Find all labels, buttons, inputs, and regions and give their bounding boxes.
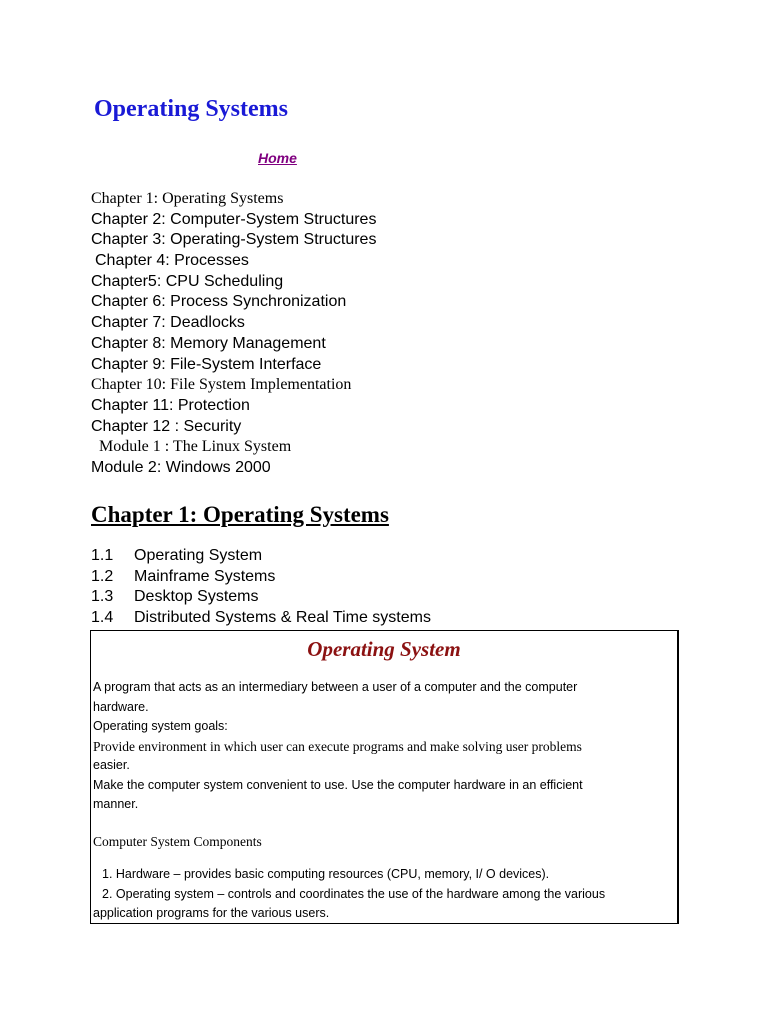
- section-title: Mainframe Systems: [134, 567, 276, 585]
- toc-item-chapter-9[interactable]: Chapter 9: File-System Interface: [91, 355, 322, 373]
- toc-item-module-2[interactable]: Module 2: Windows 2000: [91, 458, 271, 476]
- definition-line: hardware.: [93, 699, 149, 714]
- spacer: [93, 815, 673, 832]
- goal-line: manner.: [93, 797, 139, 811]
- section-item: [91, 608, 431, 629]
- home-link[interactable]: Home: [258, 150, 297, 166]
- page-title: Operating Systems: [94, 96, 288, 122]
- section-list: [91, 546, 431, 629]
- component-line: 2. Operating system – controls and coordinates the use of the hardware among the various: [102, 886, 606, 901]
- toc-item-chapter-1[interactable]: Chapter 1: Operating Systems: [91, 190, 284, 207]
- toc-item-module-1[interactable]: Module 1 : The Linux System: [99, 438, 292, 456]
- content-box: [90, 630, 679, 924]
- box-title: Operating System: [307, 637, 461, 661]
- toc-item-chapter-11[interactable]: Chapter 11: Protection: [91, 396, 250, 414]
- section-item: [91, 587, 431, 608]
- section-number: 1.2: [91, 567, 114, 585]
- toc-item-chapter-3[interactable]: Chapter 3: Operating-System Structures: [91, 231, 377, 249]
- section-title: Operating System: [134, 547, 263, 564]
- toc-item-chapter-6[interactable]: Chapter 6: Process Synchronization: [91, 293, 347, 311]
- toc-item-chapter-7[interactable]: Chapter 7: Deadlocks: [91, 314, 245, 332]
- goals-label: Operating system goals:: [93, 719, 228, 733]
- chapter-heading: Chapter 1: Operating Systems: [91, 502, 389, 527]
- toc-item-chapter-12[interactable]: Chapter 12 : Security: [91, 417, 242, 435]
- section-title: Desktop Systems: [134, 588, 259, 606]
- toc-item-chapter-10[interactable]: Chapter 10: File System Implementation: [91, 376, 352, 394]
- toc-item-chapter-8[interactable]: Chapter 8: Memory Management: [91, 334, 326, 352]
- spacer: [93, 851, 673, 865]
- goal-line: Provide environment in which user can execute programs and make solving user problems: [93, 738, 582, 754]
- section-title: Distributed Systems & Real Time systems: [134, 609, 431, 627]
- box-content: [93, 678, 673, 924]
- component-line: application programs for the various users.: [93, 906, 330, 920]
- section-item: [91, 567, 431, 588]
- definition-line: A program that acts as an intermediary between a user of a computer and the computer: [93, 680, 578, 694]
- section-item: [91, 546, 431, 567]
- section-number: 1.3: [91, 588, 114, 606]
- goal-line: easier.: [93, 758, 130, 772]
- components-label: Computer System Components: [93, 833, 262, 849]
- goal-line: Make the computer system convenient to use. Use the computer hardware in an efficient: [93, 777, 583, 792]
- section-number: 1.4: [91, 609, 114, 627]
- component-line: 1. Hardware – provides basic computing resources (CPU, memory, I/ O devices).: [102, 867, 550, 881]
- table-of-contents: [91, 189, 376, 479]
- toc-item-chapter-2[interactable]: Chapter 2: Computer-System Structures: [91, 210, 377, 228]
- toc-item-chapter-5[interactable]: Chapter5: CPU Scheduling: [91, 272, 284, 290]
- section-number: 1.1: [91, 547, 114, 564]
- toc-item-chapter-4[interactable]: Chapter 4: Processes: [95, 252, 249, 270]
